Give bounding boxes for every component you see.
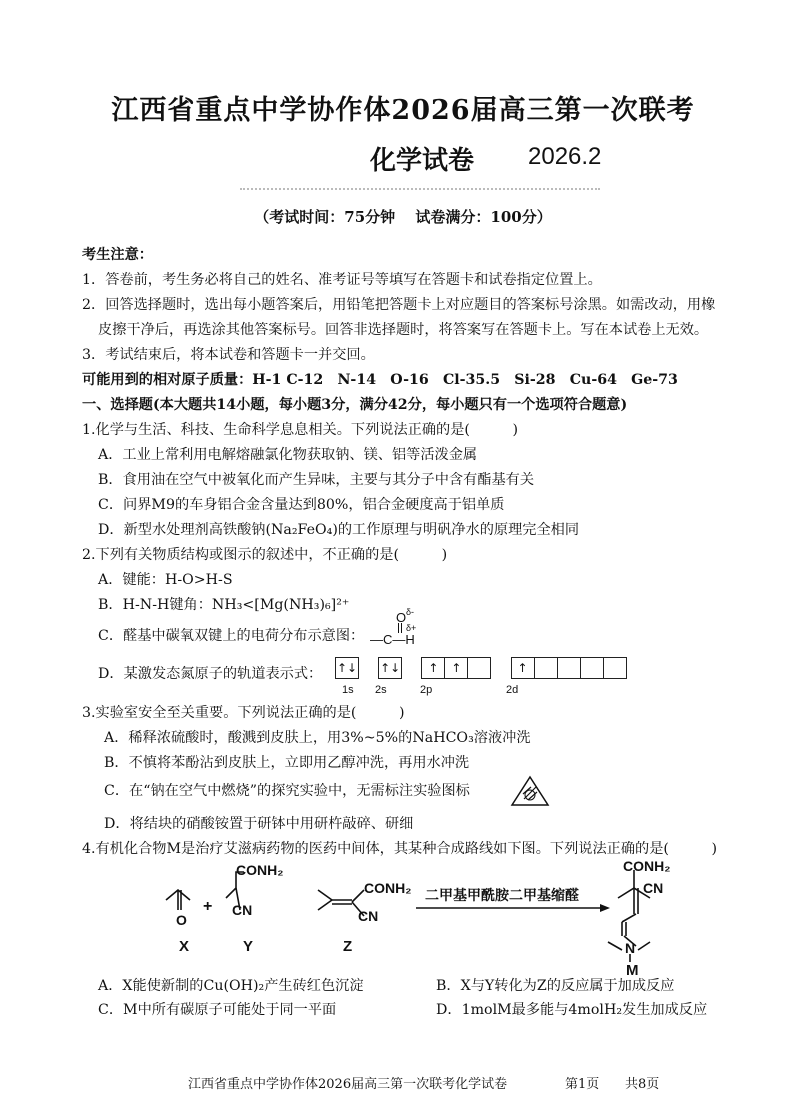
exam-subject: 化学试卷: [370, 146, 475, 176]
x-oxygen: O: [176, 912, 187, 928]
atomic-mass: 可能用到的相对原子质量：H-1 C-12 N-14 O-16 Cl-35.5 Si-28 Cu-64 Ge-73: [82, 372, 678, 388]
q1-option-c: C．问界M9的车身铝合金含量达到80%，铝合金硬度高于铝单质: [98, 497, 505, 513]
orbital-label-2p: 2p: [420, 684, 433, 696]
section-heading: 一、选择题(本大题共14小题，每小题3分，满分42分，每小题只有一个选项符合题意): [82, 397, 628, 413]
notice-1: 1．答卷前，考生务必将自己的姓名、准考证号等填写在答题卡和试卷指定位置上。: [82, 272, 602, 288]
exam-year: 2026.2: [528, 143, 602, 170]
q4-option-d: D．1molM最多能与4molH₂发生加成反应: [436, 1002, 708, 1018]
notice-3: 3．考试结束后，将本试卷和答题卡一并交回。: [82, 347, 375, 363]
footer-title: 江西省重点中学协作体2026届高三第一次联考化学试卷: [188, 1077, 508, 1092]
y-cn: CN: [232, 902, 253, 918]
orbital-1s: ↑↓: [335, 657, 359, 679]
z-conh2: CONH₂: [364, 880, 412, 896]
q3-option-d: D．将结块的硝酸铵置于研钵中用研杵敲碎、研细: [104, 816, 414, 832]
orbital-label-1s: 1s: [342, 684, 354, 696]
q3-option-b: B．不慎将苯酚沾到皮肤上，立即用乙醇冲洗，再用水冲洗: [104, 755, 470, 771]
z-cn: CN: [358, 908, 379, 924]
q2-option-c: C．醛基中碳氧双键上的电荷分布示意图：: [98, 628, 365, 644]
orbital-2p-3: [467, 657, 491, 679]
q1-option-d: D．新型水处理剂高铁酸钠(Na₂FeO₄)的工作原理与明矾净水的原理完全相同: [98, 522, 580, 538]
q4-stem: 4.有机化合物M是治疗艾滋病药物的医药中间体，其某种合成路线如下图。下列说法正确的是( ): [82, 841, 718, 857]
notice-heading: 考生注意：: [82, 247, 153, 263]
carbonyl-charge-diagram: O δ- δ+ —C—H: [370, 607, 417, 647]
footer-page: 第1页: [565, 1077, 600, 1092]
q3-option-c: C．在“钠在空气中燃烧”的探究实验中，无需标注实验图标: [104, 783, 470, 799]
q3-option-a: A．稀释浓硫酸时，酸溅到皮肤上，用3%~5%的NaHCO₃溶液冲洗: [104, 730, 531, 746]
orbital-label-2d: 2d: [506, 684, 519, 696]
label-z: Z: [343, 938, 353, 955]
exam-title: 江西省重点中学协作体2026届高三第一次联考: [111, 95, 695, 126]
orbital-2d-2: [534, 657, 558, 679]
orbital-label-2s: 2s: [375, 684, 387, 696]
orbital-diagram: [336, 657, 627, 681]
orbital-2p-2: ↑: [444, 657, 468, 679]
q1-stem: 1.化学与生活、科技、生命科学息息相关。下列说法正确的是( ): [82, 422, 519, 438]
lab-hazard-icon: [510, 775, 550, 807]
m-conh2: CONH₂: [623, 858, 671, 874]
footer-total: 共8页: [625, 1077, 660, 1092]
label-y: Y: [243, 938, 254, 955]
m-cn: CN: [643, 880, 664, 896]
reagent-label: 二甲基甲酰胺二甲基缩醛: [425, 887, 579, 903]
label-x: X: [179, 938, 190, 955]
q1-option-a: A．工业上常利用电解熔融氯化物获取钠、镁、铝等活泼金属: [98, 447, 478, 463]
notice-2: 2．回答选择题时，选出每小题答案后，用铅笔把答题卡上对应题目的答案标号涂黑。如需改动，用橡: [82, 297, 716, 313]
orbital-2d-3: [557, 657, 581, 679]
notice-2-cont: 皮擦干净后，再选涂其他答案标号。回答非选择题时，将答案写在答题卡上。写在本试卷上无效。: [98, 322, 709, 338]
q4-option-c: C．M中所有碳原子可能处于同一平面: [98, 1002, 337, 1018]
y-conh2: CONH₂: [236, 862, 284, 878]
q4-option-b: B．X与Y转化为Z的反应属于加成反应: [436, 978, 675, 994]
exam-info: （考试时间：75分钟 试卷满分：100分）: [254, 208, 552, 226]
q4-option-a: A．X能使新制的Cu(OH)₂产生砖红色沉淀: [98, 978, 364, 994]
m-nitrogen: N: [625, 940, 636, 956]
q2-option-d: D．某激发态氮原子的轨道表示式：: [98, 666, 323, 682]
orbital-2d-4: [580, 657, 604, 679]
orbital-2p-1: ↑: [421, 657, 445, 679]
q1-option-b: B．食用油在空气中被氧化而产生异味，主要与其分子中含有酯基有关: [98, 472, 535, 488]
q2-stem: 2.下列有关物质结构或图示的叙述中，不正确的是( ): [82, 547, 448, 563]
orbital-2d-1: ↑: [511, 657, 535, 679]
label-m: M: [626, 962, 639, 979]
scan-noise-line: [240, 188, 600, 192]
q3-stem: 3.实验室安全至关重要。下列说法正确的是( ): [82, 705, 405, 721]
orbital-2s: ↑↓: [378, 657, 402, 679]
q2-option-a: A．键能：H-O>H-S: [98, 572, 233, 588]
plus-sign: +: [203, 898, 213, 915]
orbital-2d-5: [603, 657, 627, 679]
q2-option-b: B．H-N-H键角：NH₃<[Mg(NH₃)₆]²⁺: [98, 597, 350, 613]
